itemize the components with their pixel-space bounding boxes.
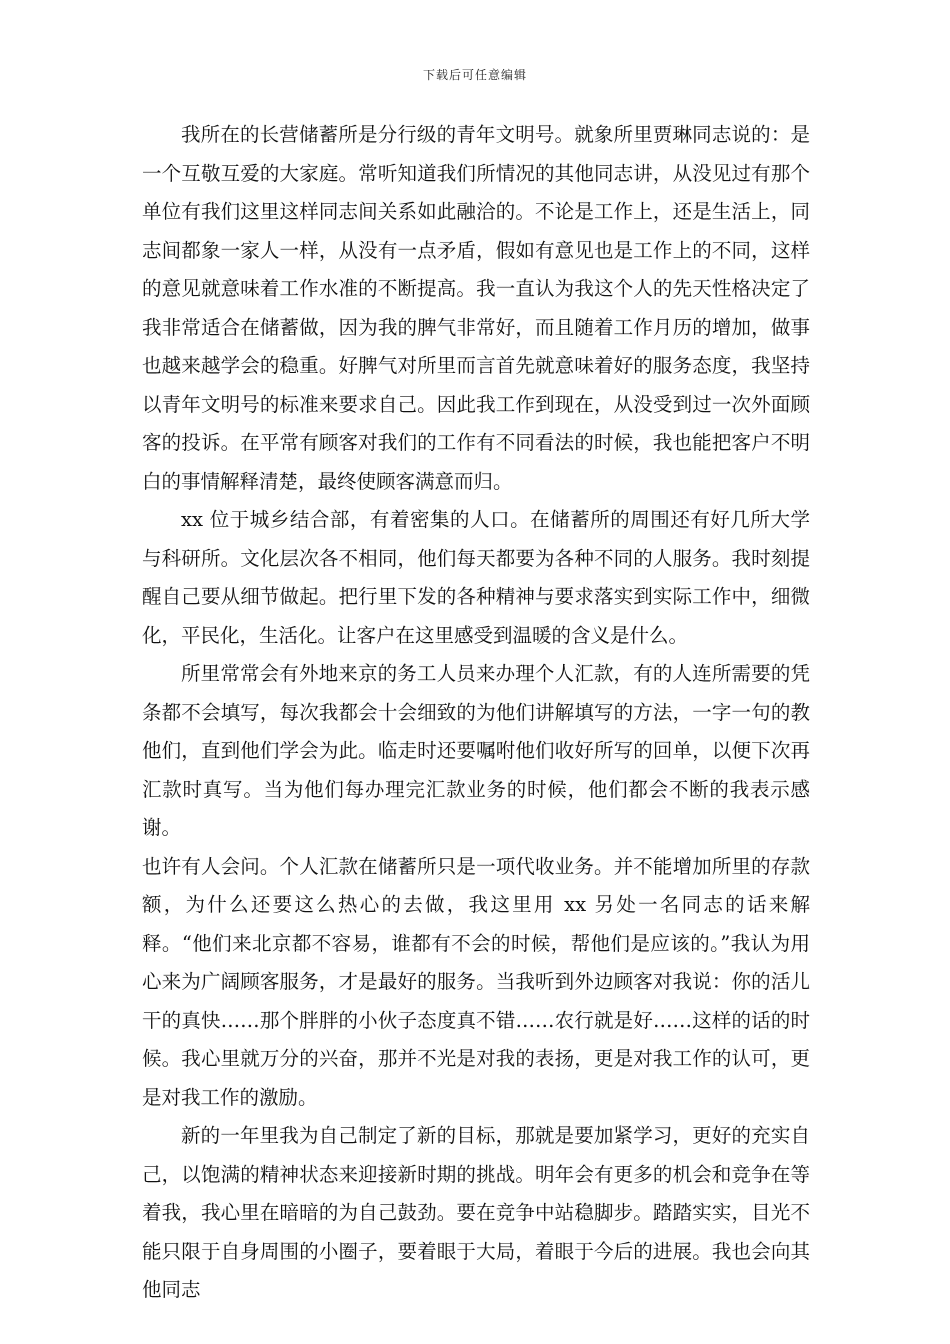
paragraph-2: xx 位于城乡结合部，有着密集的人口。在储蓄所的周围还有好几所大学与科研所。文化层次各不相同，他们每天都要为各种不同的人服务。我时刻提醒自己要从细节做起。把行里下发的各种精神与要求落实到实际工作中，细微化，平民化，生活化。让客户在这里感受到温暖的含义是什么。: [142, 508, 810, 647]
page-header: 下载后可任意编辑: [422, 68, 527, 82]
paragraph-1: 我所在的长营储蓄所是分行级的青年文明号。就象所里贾琳同志说的：是一个互敬互爱的大家庭。常听知道我们所情况的其他同志讲，从没见过有那个单位有我们这里这样同志间关系如此融洽的。不论是工作上，还是生活上，同志间都象一家人一样，从没有一点矛盾，假如有意见也是工作上的不同，这样的意见就意味着工作水准的不断提高。我一直认为我这个人的先天性格决定了我非常适合在储蓄做，因为我的脾气非常好，而且随着工作月历的增加，做事也越来越学会的稳重。好脾气对所里而言首先就意味着好的服务态度，我坚持以青年文明号的标准来要求自己。因此我工作到现在，从没受到过一次外面顾客的投诉。在平常有顾客对我们的工作有不同看法的时候，我也能把客户不明白的事情解释清楚，最终使顾客满意而归。: [142, 123, 810, 493]
document-body: [142, 116, 810, 1310]
paragraph-4: 也许有人会问。个人汇款在储蓄所只是一项代收业务。并不能增加所里的存款额，为什么还要这么热心的去做，我这里用 xx 另处一名同志的话来解释。“他们来北京都不容易，谁都有不会的时候，帮他们是应该的。”我认为用心来为广阔顾客服务，才是最好的服务。当我听到外边顾客对我说：你的活儿干的真快……那个胖胖的小伙子态度真不错……农行就是好……这样的话的时候。我心里就万分的兴奋，那并不光是对我的表扬，更是对我工作的认可，更是对我工作的激励。: [142, 854, 810, 1109]
paragraph-3: 所里常常会有外地来京的务工人员来办理个人汇款，有的人连所需要的凭条都不会填写，每次我都会十会细致的为他们讲解填写的方法，一字一句的教他们，直到他们学会为此。临走时还要嘱咐他们收好所写的回单，以便下次再汇款时真写。当为他们每办理完汇款业务的时候，他们都会不断的我表示感谢。: [142, 662, 810, 839]
paragraph-5: 新的一年里我为自己制定了新的目标，那就是要加紧学习，更好的充实自己，以饱满的精神状态来迎接新时期的挑战。明年会有更多的机会和竞争在等着我，我心里在暗暗的为自己鼓劲。要在竞争中站稳脚步。踏踏实实，目光不能只限于自身周围的小圈子，要着眼于大局，着眼于今后的进展。我也会向其他同志: [142, 1124, 810, 1301]
